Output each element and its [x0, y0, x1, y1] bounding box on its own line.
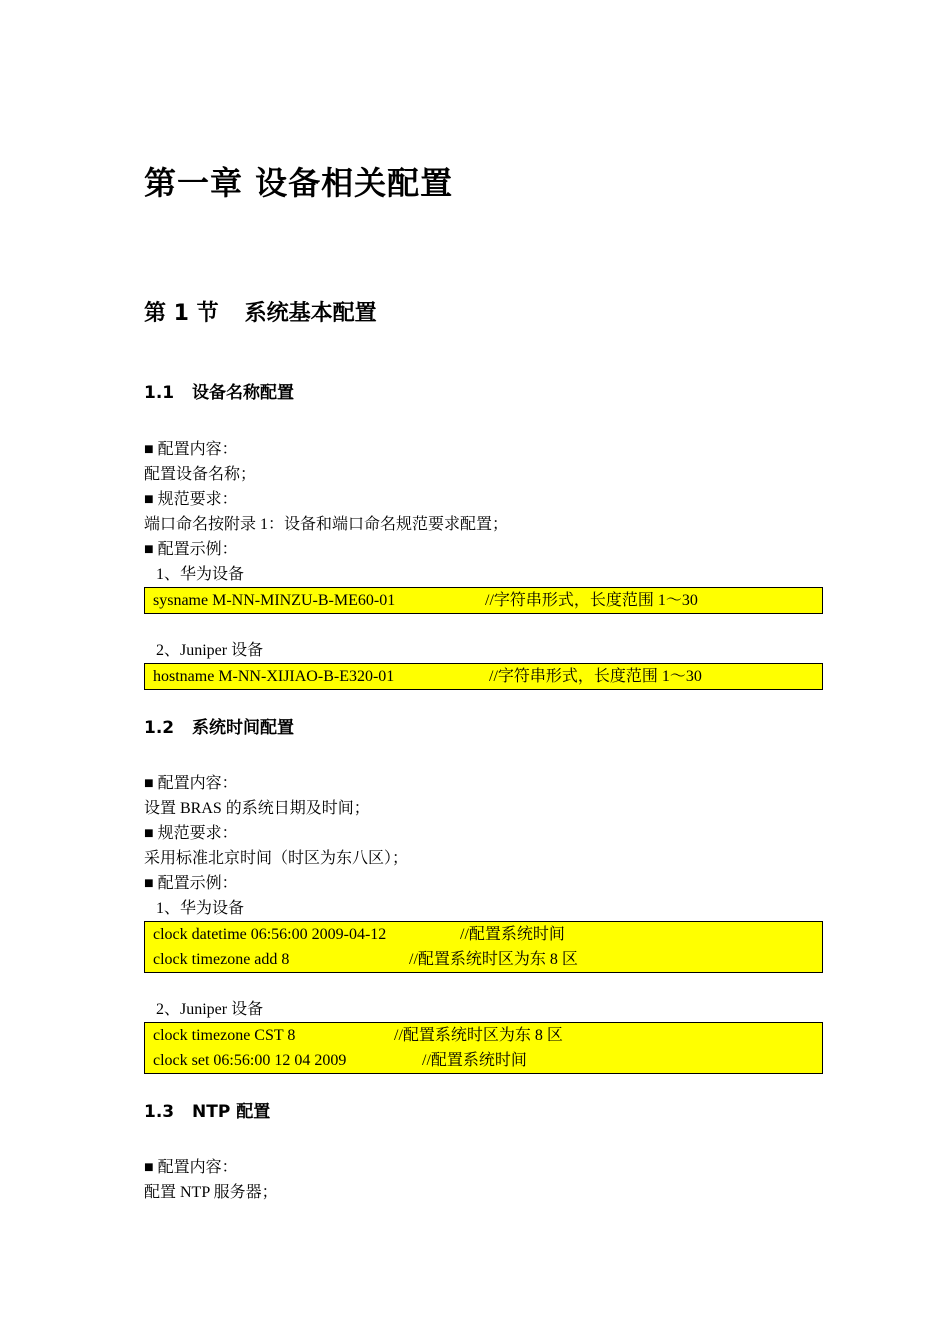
code-line: [145, 1023, 822, 1048]
subsection-title: NTP 配置: [192, 1102, 271, 1122]
section-title: 系统基本配置: [244, 301, 377, 326]
requirement-label: ■ 规范要求：: [144, 825, 238, 842]
section-number: 第 1 节: [144, 301, 219, 326]
subsection-heading-1-1: [144, 378, 294, 403]
subsection-title: 系统时间配置: [192, 718, 294, 738]
requirement-text: 端口命名按附录 1：设备和端口命名规范要求配置；: [144, 516, 509, 533]
huawei-label: 1、华为设备: [156, 566, 245, 583]
code-block-huawei-sysname: [144, 587, 823, 614]
code-comment: //字符串形式，长度范围 1～30: [489, 668, 702, 685]
code-line: [145, 664, 822, 689]
code-command: sysname M-NN-MINZU-B-ME60-01: [153, 592, 396, 609]
code-block-huawei-clock: [144, 921, 823, 973]
content-text: 设置 BRAS 的系统日期及时间；: [144, 800, 370, 817]
juniper-label: 2、Juniper 设备: [156, 642, 264, 659]
code-line: [145, 1048, 822, 1073]
section-heading: [144, 296, 377, 327]
code-command: clock timezone CST 8: [153, 1027, 296, 1044]
requirement-label: ■ 规范要求：: [144, 491, 238, 508]
code-comment: //配置系统时间: [460, 926, 565, 943]
content-label: ■ 配置内容：: [144, 775, 238, 792]
code-comment: //配置系统时间: [422, 1052, 527, 1069]
code-line: [145, 922, 822, 947]
code-command: clock datetime 06:56:00 2009-04-12: [153, 926, 387, 943]
example-label: ■ 配置示例：: [144, 541, 238, 558]
code-comment: //配置系统时区为东 8 区: [409, 951, 578, 968]
code-comment: //字符串形式，长度范围 1～30: [485, 592, 698, 609]
subsection-number: 1.2: [144, 718, 175, 738]
code-command: clock set 06:56:00 12 04 2009: [153, 1052, 347, 1069]
subsection-heading-1-3: [144, 1097, 270, 1122]
content-text: 配置 NTP 服务器；: [144, 1184, 278, 1201]
content-label: ■ 配置内容：: [144, 441, 238, 458]
requirement-text: 采用标准北京时间（时区为东八区）；: [144, 850, 409, 867]
subsection-heading-1-2: [144, 713, 294, 738]
juniper-label: 2、Juniper 设备: [156, 1001, 264, 1018]
code-line: [145, 588, 822, 613]
code-line: [145, 947, 822, 972]
code-comment: //配置系统时区为东 8 区: [394, 1027, 563, 1044]
code-command: clock timezone add 8: [153, 951, 290, 968]
subsection-title: 设备名称配置: [192, 383, 294, 403]
chapter-title: 第一章 设备相关配置: [144, 164, 454, 202]
code-block-juniper-hostname: [144, 663, 823, 690]
code-block-juniper-clock: [144, 1022, 823, 1074]
example-label: ■ 配置示例：: [144, 875, 238, 892]
subsection-number: 1.1: [144, 383, 175, 403]
huawei-label: 1、华为设备: [156, 900, 245, 917]
content-label: ■ 配置内容：: [144, 1159, 238, 1176]
code-command: hostname M-NN-XIJIAO-B-E320-01: [153, 668, 395, 685]
subsection-number: 1.3: [144, 1102, 175, 1122]
content-text: 配置设备名称；: [144, 466, 257, 483]
